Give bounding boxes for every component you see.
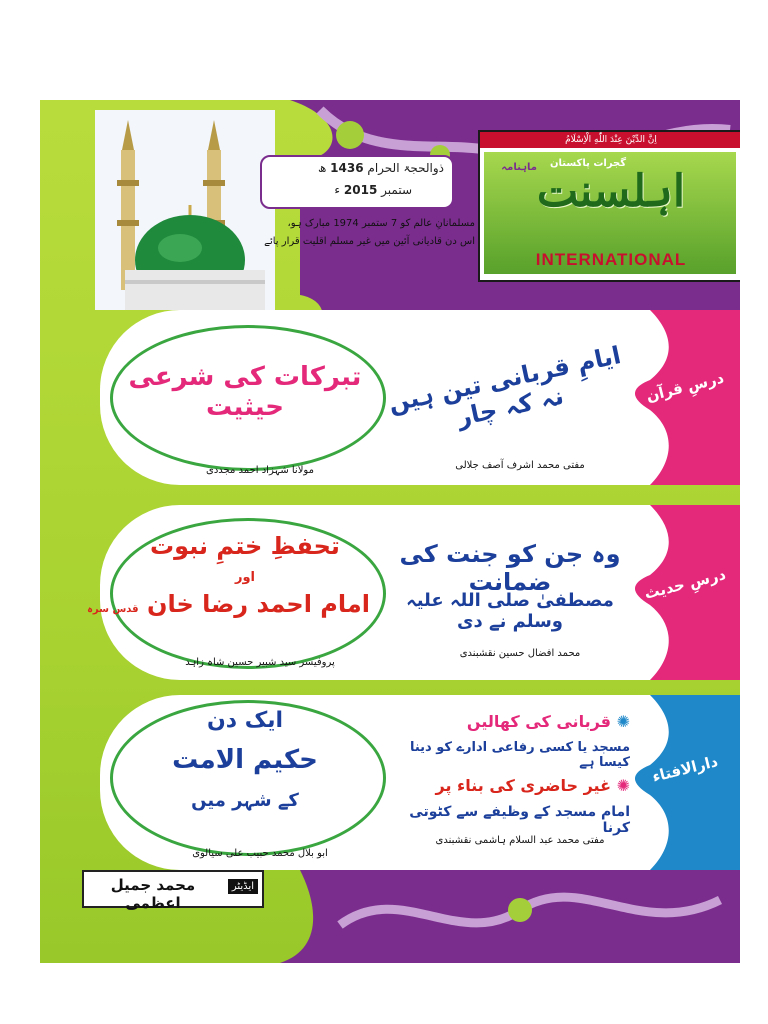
logo-location: گجرات پاکستان: [550, 158, 627, 169]
logo-monthly-label: ماہنامہ: [501, 162, 537, 173]
hijri-suffix: ھ: [317, 161, 327, 175]
row-2-main-title-2: مصطفیٰ صلی اللہ علیہ وسلم نے دی: [406, 590, 614, 632]
logo-title: اہلسنت: [536, 166, 686, 217]
row-3-q2-title: [410, 776, 630, 795]
row-2-oval-title-1: تحفظِ ختمِ نبوت: [150, 532, 340, 560]
issue-date-box: [260, 155, 454, 209]
logo-top-strip: اِنَّ الدِّيْنَ عِنْدَ اللّٰهِ الْاِسْلَامُ: [480, 132, 740, 148]
editor-box: [82, 870, 264, 912]
row-3-q-author: مفتی محمد عبد السلام ہاشمی نقشبندی: [435, 835, 605, 846]
greg-month: ستمبر: [381, 183, 412, 197]
editor-label: ایڈیٹر: [228, 879, 258, 894]
row-2-oval-title-3-text: امام احمد رضا خان: [146, 590, 370, 618]
notice-text: [260, 215, 475, 251]
notice-line-2: اس دن قادیانی آئین میں غیر مسلم اقلیت قرار پائے: [264, 236, 475, 247]
row-2-main-author: محمد افضال حسین نقشبندی: [459, 648, 581, 659]
notice-line-1: مسلمانانِ عالم کو 7 ستمبر 1974 مبارک ہو،: [287, 218, 475, 229]
row-3-section-label: دارالافتاء: [650, 752, 720, 786]
row-3-q2-sub: امام مسجد کے وظیفے سے کٹوتی کرنا: [409, 804, 630, 836]
row-3-q2-title-text: غیر حاضری کی بناء پر: [435, 776, 612, 795]
row-2-main-title-1: وہ جن کو جنت کی ضمانت: [399, 540, 621, 596]
logo-international: INTERNATIONAL: [535, 250, 687, 269]
row-2-oval-title-3: [87, 590, 370, 618]
editor-name: محمد جمیل اعظمی: [110, 876, 196, 912]
row-3-q1-sub: مسجد یا کسی رفاعی ادارے کو دینا کیسا ہے: [409, 740, 630, 770]
row-1-oval-title: تبرکات کی شرعی حیثیت: [128, 362, 362, 422]
magazine-logo: [478, 130, 740, 282]
row-2-oval-title-2: اور: [234, 570, 256, 585]
row-2-oval-author: پروفیسر سید شبیر حسین شاہ زاہد: [185, 657, 335, 668]
hijri-year: 1436: [330, 161, 364, 175]
greg-suffix: ء: [334, 183, 341, 197]
row-2-section-label: درسِ حدیث: [642, 565, 728, 603]
row-3-q1-title: [410, 712, 630, 731]
row-3-oval-title-1: ایک دن: [206, 708, 284, 733]
hijri-month: ذوالحجۃ الحرام: [367, 161, 444, 175]
row-3-oval-title-3: کے شہر میں: [191, 790, 299, 811]
magazine-cover: [40, 100, 740, 963]
bullet-icon: ✺: [616, 712, 630, 731]
row-1-section-label: درسِ قرآن: [644, 368, 726, 406]
row-3-oval-title-2: حکیم الامت: [172, 745, 318, 775]
masjid-nabawi-image: [95, 110, 275, 310]
row-3-q1-title-text: قربانی کی کھالیں: [466, 712, 612, 731]
row-2-oval-title-3-suffix: قدس سرہ: [87, 604, 139, 615]
bottom-ornament: [260, 870, 740, 963]
row-1-main-author: مفتی محمد اشرف آصف جلالی: [455, 460, 585, 471]
row-1-oval-author: مولانا شہزاد احمد مجددی: [206, 465, 314, 476]
row-1-main-title: ایامِ قربانی تین ہیں نہ کہ چار: [385, 341, 624, 432]
row-3-oval-author: ابو بلال محمد حبیب علی سیالوی: [192, 848, 328, 859]
greg-year: 2015: [343, 183, 378, 197]
bullet-icon: ✺: [616, 776, 630, 795]
